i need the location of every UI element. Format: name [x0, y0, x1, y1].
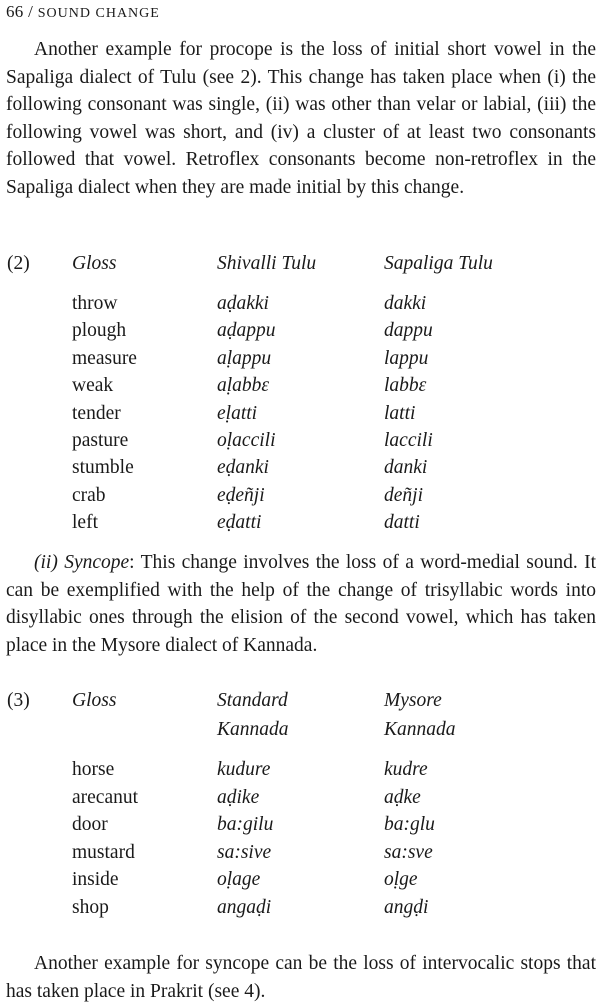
gloss-cell: shop [72, 897, 109, 918]
form-cell: oḷaccili [217, 430, 276, 451]
form-cell: aḍakki [217, 293, 269, 314]
header-separator: / [28, 2, 34, 21]
form-cell: deñji [384, 484, 423, 506]
example-2-header-col3: Sapaliga Tulu [384, 253, 493, 274]
table-row [0, 317, 600, 344]
gloss-cell: arecanut [72, 786, 139, 808]
gloss-cell: door [72, 814, 108, 836]
running-header [6, 2, 160, 22]
table-row [0, 839, 600, 866]
form-cell: eḍatti [217, 512, 262, 534]
form-cell: dappu [384, 320, 433, 342]
running-title: SOUND CHANGE [37, 6, 160, 21]
example-3-header-gloss: Gloss [72, 690, 117, 711]
form-cell: labbɛ [384, 375, 427, 397]
paragraph-syncope-text: : This change involves the loss of a word-medial sound. It can be exemplified with the help of the change of trisyllabic words into disyllabic ones through the elision of the second vowel, which has taken place in the Mysore dialect of Kannada. [6, 552, 596, 656]
table-row [0, 482, 600, 509]
table-row [0, 784, 600, 811]
gloss-cell: mustard [72, 841, 135, 863]
example-3-header-col3-line2: Kannada [384, 719, 456, 740]
form-cell: laccili [384, 430, 433, 451]
form-cell: sa:sive [217, 841, 272, 863]
form-cell: latti [384, 402, 416, 424]
syncope-term: (ii) Syncope [34, 552, 130, 573]
gloss-cell: left [72, 512, 98, 534]
gloss-cell: crab [72, 484, 106, 506]
example-2-number: (2) [7, 253, 30, 274]
table-row [0, 290, 600, 317]
gloss-cell: horse [72, 759, 115, 780]
gloss-cell: tender [72, 402, 121, 424]
example-3-number: (3) [7, 690, 30, 711]
table-row [0, 400, 600, 427]
example-3-header-col3: Mysore [384, 690, 442, 711]
paragraph-prakrit-text: Another example for syncope can be the loss of intervocalic stops that has taken place in Prakrit (see 4). [6, 953, 596, 1002]
example-2-header-row [0, 250, 600, 277]
form-cell: eḍeñji [217, 484, 265, 506]
table-row [0, 866, 600, 893]
form-cell: kudure [217, 759, 271, 780]
paragraph-procope-text: Another example for procope is the loss of initial short vowel in the Sapaliga dialect of Tulu (see 2). This change has taken place when (i) the following consonant was single, (ii) was other than velar or labial, (iii) the following vowel was short, and (iv) a cluster of at least two consonants followed that vowel. Retroflex consonants become non-retroflex in the Sapaliga dialect when they are made initial by this change. [6, 39, 596, 198]
form-cell: danki [384, 457, 428, 479]
table-row [0, 509, 600, 536]
form-cell: eḍanki [217, 457, 269, 479]
form-cell: datti [384, 512, 420, 534]
gloss-cell: stumble [72, 457, 134, 479]
form-cell: ba:glu [384, 814, 435, 836]
form-cell: dakki [384, 293, 427, 314]
paragraph-prakrit [6, 950, 596, 1005]
form-cell: aḍappu [217, 320, 276, 342]
form-cell: angaḍi [217, 897, 272, 918]
form-cell: oḷge [384, 869, 418, 891]
paragraph-procope [6, 36, 596, 201]
table-row [0, 894, 600, 921]
table-row [0, 427, 600, 454]
table-row [0, 756, 600, 783]
form-cell: oḷage [217, 869, 261, 891]
form-cell: sa:sve [384, 841, 433, 863]
table-row [0, 345, 600, 372]
form-cell: kudre [384, 759, 428, 780]
gloss-cell: weak [72, 375, 114, 397]
example-2-header-col2: Shivalli Tulu [217, 253, 317, 274]
gloss-cell: throw [72, 293, 118, 314]
gloss-cell: inside [72, 869, 119, 891]
form-cell: aḷappu [217, 347, 272, 369]
example-3-header-row [0, 687, 600, 714]
form-cell: ba:gilu [217, 814, 274, 836]
form-cell: aḷabbɛ [217, 375, 270, 397]
table-row [0, 811, 600, 838]
form-cell: aḍike [217, 786, 260, 808]
form-cell: angḍi [384, 897, 429, 918]
paragraph-syncope [6, 549, 596, 659]
example-3-header-col2: Standard [217, 690, 288, 711]
form-cell: aḍke [384, 786, 421, 808]
table-row [0, 372, 600, 399]
table-row [0, 454, 600, 481]
gloss-cell: pasture [72, 430, 129, 451]
gloss-cell: measure [72, 347, 137, 369]
page-number: 66 [6, 2, 24, 21]
example-3-header-col2-line2: Kannada [217, 719, 289, 740]
form-cell: lappu [384, 347, 429, 369]
form-cell: eḷatti [217, 402, 258, 424]
example-3-header-row-2 [0, 716, 600, 743]
example-2-header-gloss: Gloss [72, 253, 117, 274]
gloss-cell: plough [72, 320, 127, 342]
